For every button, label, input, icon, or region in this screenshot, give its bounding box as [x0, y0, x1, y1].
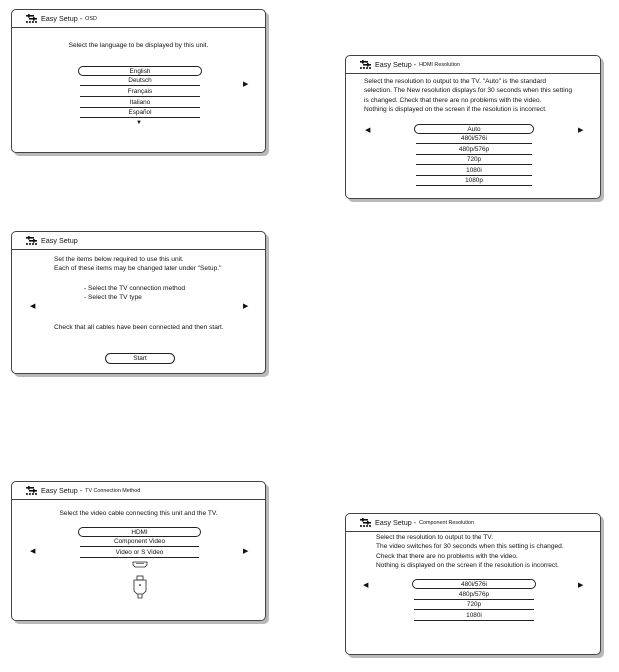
- hdmi-description-line: selection. The New resolution displays for 30 seconds when this setting: [364, 87, 573, 95]
- next-arrow-icon[interactable]: ▶: [243, 303, 249, 310]
- previous-arrow-icon[interactable]: ◀: [30, 548, 36, 555]
- resolution-option-1080p[interactable]: 1080p: [416, 176, 532, 186]
- osd-subtitle: OSD: [85, 15, 97, 22]
- tvconn-title: Easy Setup: [41, 486, 78, 495]
- hdmi-subtitle: HDMI Resolution: [419, 61, 460, 68]
- language-option-english[interactable]: English: [78, 66, 202, 76]
- easy-setup-screen: [11, 231, 266, 374]
- setup-intro-line: Each of these items may be changed later under "Setup.": [54, 265, 222, 273]
- next-arrow-icon[interactable]: ▶: [578, 127, 584, 134]
- component-description: [376, 533, 564, 571]
- component-title: Easy Setup: [375, 518, 412, 527]
- hdmi-connector-icon: [131, 561, 149, 601]
- hdmi-description-line: Select the resolution to output to the TV. "Auto" is the standard: [364, 78, 547, 85]
- hdmi-title-bar: Easy Setup - HDMI Resolution: [346, 56, 600, 74]
- resolution-option-1080i[interactable]: 1080i: [416, 166, 532, 176]
- setup-cable-check: Check that all cables have been connected and then start.: [54, 324, 224, 331]
- resolution-option-480p[interactable]: 480p/576p: [416, 145, 532, 155]
- scroll-down-icon[interactable]: ▼: [136, 120, 142, 126]
- osd-title: Easy Setup: [41, 14, 78, 23]
- osd-title-bar: Easy Setup - OSD: [12, 10, 265, 28]
- osd-screen: [11, 9, 266, 153]
- setup-icon: [26, 486, 37, 495]
- setup-item: - Select the TV connection method: [84, 285, 186, 292]
- setup-title: Easy Setup: [41, 236, 78, 245]
- connection-option-hdmi[interactable]: HDMI: [78, 527, 201, 537]
- setup-intro: [54, 255, 221, 274]
- resolution-option-720p[interactable]: 720p: [414, 600, 534, 610]
- resolution-option-720p[interactable]: 720p: [416, 155, 532, 165]
- resolution-option-1080i[interactable]: 1080i: [414, 611, 534, 621]
- previous-arrow-icon[interactable]: ◀: [363, 582, 369, 589]
- tvconn-subtitle: TV Connection Method: [85, 487, 141, 494]
- setup-title-bar: [12, 232, 265, 250]
- setup-items: [84, 284, 185, 303]
- component-subtitle: Component Resolution: [419, 519, 474, 526]
- setup-icon: [360, 60, 371, 69]
- resolution-option-480p[interactable]: 480p/576p: [414, 590, 534, 600]
- setup-icon: [26, 236, 37, 245]
- connection-option-video-or-s-video[interactable]: Video or S Video: [80, 548, 199, 558]
- next-arrow-icon[interactable]: ▶: [578, 582, 584, 589]
- tv-connection-screen: [11, 481, 266, 621]
- resolution-option-auto[interactable]: Auto: [414, 124, 534, 134]
- hdmi-resolution-screen: [345, 55, 601, 199]
- component-description-line: Nothing is displayed on the screen if the resolution is incorrect.: [376, 562, 559, 570]
- component-description-line: The video switches for 30 seconds when this setting is changed.: [376, 543, 564, 551]
- setup-intro-line: Set the items below required to use this unit.: [54, 256, 184, 263]
- start-button[interactable]: Start: [105, 353, 175, 364]
- component-resolution-screen: [345, 513, 601, 655]
- previous-arrow-icon[interactable]: ◀: [30, 303, 36, 310]
- tvconn-title-bar: Easy Setup - TV Connection Method: [12, 482, 265, 500]
- component-description-line: Select the resolution to output to the TV.: [376, 534, 493, 541]
- setup-item: - Select the TV type: [84, 294, 142, 302]
- hdmi-description-line: is changed. Check that there are no problems with the video.: [364, 96, 542, 104]
- next-arrow-icon[interactable]: ▶: [243, 548, 249, 555]
- language-option-espanol[interactable]: Español: [80, 108, 200, 118]
- component-description-line: Check that there are no problems with the video.: [376, 552, 518, 560]
- component-title-bar: Easy Setup - Component Resolution: [346, 514, 600, 532]
- language-option-francais[interactable]: Français: [80, 87, 200, 97]
- resolution-option-480i[interactable]: 480i/576i: [412, 579, 536, 589]
- setup-icon: [26, 14, 37, 23]
- connection-option-component-video[interactable]: Component Video: [80, 537, 199, 547]
- hdmi-title: Easy Setup: [375, 60, 412, 69]
- osd-instruction: Select the language to be displayed by this unit.: [68, 42, 209, 49]
- setup-icon: [360, 518, 371, 527]
- tvconn-instruction: Select the video cable connecting this unit and the TV.: [59, 510, 218, 517]
- previous-arrow-icon[interactable]: ◀: [365, 127, 371, 134]
- resolution-option-480i[interactable]: 480i/576i: [416, 134, 532, 144]
- next-arrow-icon[interactable]: ▶: [243, 81, 249, 88]
- language-option-italiano[interactable]: Italiano: [80, 98, 200, 108]
- language-option-deutsch[interactable]: Deutsch: [80, 76, 200, 86]
- hdmi-description: [364, 77, 572, 115]
- hdmi-description-line: Nothing is displayed on the screen if the resolution is incorrect.: [364, 106, 547, 114]
